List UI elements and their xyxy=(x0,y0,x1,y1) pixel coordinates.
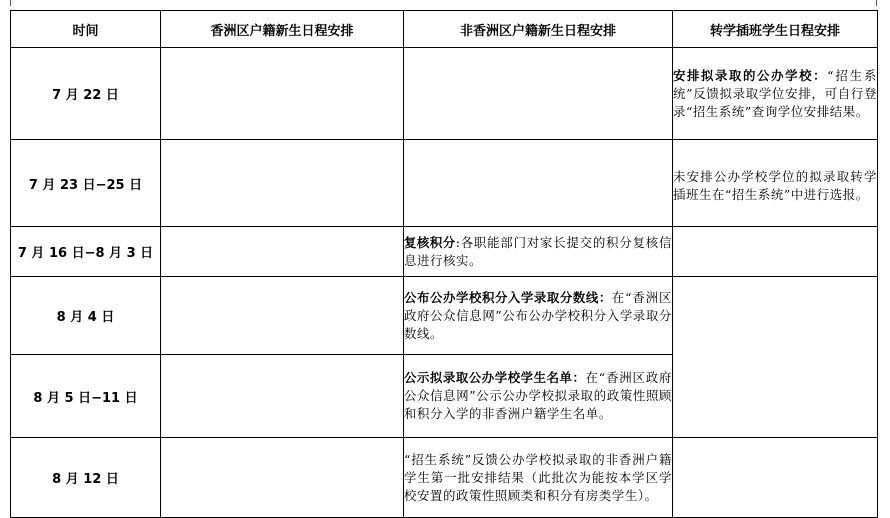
date-cell: 7 月 22 日 xyxy=(11,48,161,140)
xiangzhou-cell xyxy=(161,48,404,140)
non-xiangzhou-body: “招生系统”反馈公办学校拟录取的非香洲户籍学生第一批安排结果（此批次为能按本学区学校安置的政策性照顾类和积分有房类学生）。 xyxy=(404,451,672,503)
transfer-cell xyxy=(673,438,878,518)
xiangzhou-cell xyxy=(161,227,404,277)
header-time: 时间 xyxy=(11,11,161,48)
table-row xyxy=(11,277,878,355)
enrollment-schedule-table xyxy=(10,10,878,518)
date-cell: 8 月 12 日 xyxy=(11,438,161,518)
page-top-marks xyxy=(0,0,890,6)
xiangzhou-cell xyxy=(161,438,404,518)
non-xiangzhou-body: 在“香洲区政府公众信息网”公示公办学校拟录取的政策性照顾和积分入学的非香洲户籍学生名单。 xyxy=(404,370,672,421)
header-non-xiangzhou-resident: 非香洲区户籍新生日程安排 xyxy=(404,11,673,48)
header-transfer-students: 转学插班学生日程安排 xyxy=(673,11,878,48)
non-xiangzhou-cell xyxy=(404,140,673,227)
table-row xyxy=(11,227,878,277)
non-xiangzhou-cell xyxy=(404,438,673,518)
xiangzhou-cell xyxy=(161,355,404,438)
transfer-body: “招生系统”反馈拟录取学位安排，可自行登录“招生系统”查询学位安排结果。 xyxy=(673,67,877,119)
page-corner-mark xyxy=(876,0,877,6)
non-xiangzhou-cell xyxy=(404,227,673,277)
non-xiangzhou-title: 复核积分 xyxy=(404,234,456,250)
transfer-body: 未安排公办学校学位的拟录取转学插班生在“招生系统”中进行选报。 xyxy=(673,169,877,202)
non-xiangzhou-cell xyxy=(404,277,673,355)
non-xiangzhou-cell xyxy=(404,355,673,438)
non-xiangzhou-body: 在“香洲区政府公众信息网”公布公办学校积分入学录取分数线。 xyxy=(404,289,672,341)
transfer-cell xyxy=(673,277,878,438)
table-row xyxy=(11,140,878,227)
transfer-cell xyxy=(673,140,878,227)
page-corner-mark xyxy=(10,0,11,6)
table-row xyxy=(11,438,878,518)
transfer-title: 安排拟录取的公办学校： xyxy=(673,67,828,83)
non-xiangzhou-title: 公布公办学校积分入学录取分数线： xyxy=(404,289,612,305)
xiangzhou-cell xyxy=(161,140,404,227)
header-xiangzhou-resident: 香洲区户籍新生日程安排 xyxy=(161,11,404,48)
header-row xyxy=(11,11,878,48)
transfer-cell xyxy=(673,48,878,140)
date-cell: 7 月 16 日−8 月 3 日 xyxy=(11,227,161,277)
table-row xyxy=(11,48,878,140)
xiangzhou-cell xyxy=(161,277,404,355)
non-xiangzhou-body: :各职能部门对家长提交的积分复核信息进行核实。 xyxy=(404,234,672,268)
date-cell: 8 月 5 日−11 日 xyxy=(11,355,161,438)
date-cell: 7 月 23 日−25 日 xyxy=(11,140,161,227)
non-xiangzhou-title: 公示拟录取公办学校学生名单： xyxy=(404,370,586,385)
transfer-cell xyxy=(673,227,878,277)
date-cell: 8 月 4 日 xyxy=(11,277,161,355)
non-xiangzhou-cell xyxy=(404,48,673,140)
